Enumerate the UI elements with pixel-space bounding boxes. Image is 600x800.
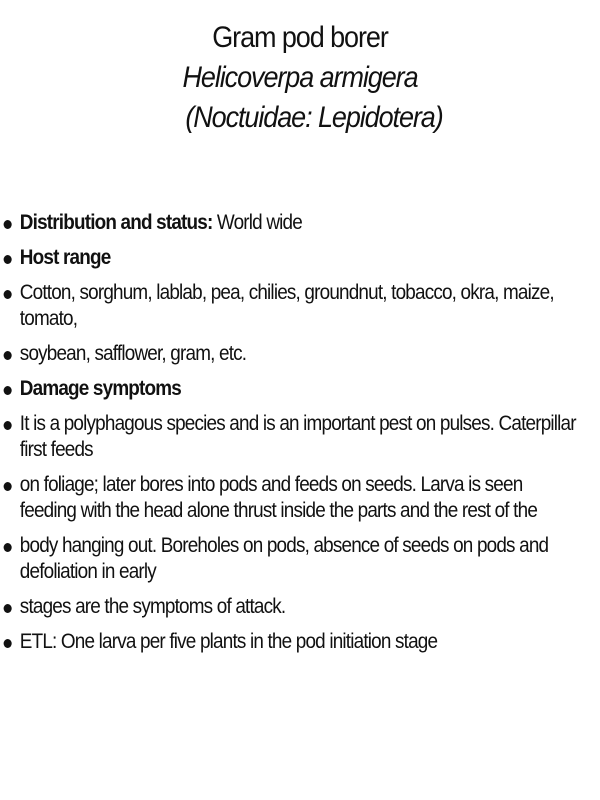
bullet-dot-icon [4, 220, 12, 229]
bullet-damage-text-4 [0, 594, 578, 620]
slide-title [0, 18, 600, 138]
bullet-dot-icon [4, 255, 12, 264]
bullet-damage-text-2 [0, 472, 578, 524]
bullet-text: World wide [212, 211, 302, 234]
bullet-text: soybean, safflower, gram, etc. [19, 342, 247, 365]
bullet-text: Cotton, sorghum, lablab, pea, chilies, groundnut, tobacco, okra, maize, tomato, [19, 281, 554, 330]
bullet-damage-text-1 [0, 411, 578, 463]
bullet-dot-icon [4, 351, 12, 360]
bullet-dot-icon [4, 482, 12, 491]
bullet-heading: Distribution and status: [19, 211, 213, 234]
bullet-text: ETL: One larva per five plants in the pod initiation stage [19, 630, 438, 653]
bullet-distribution [0, 210, 578, 236]
bullet-list [0, 210, 600, 664]
bullet-dot-icon [4, 386, 12, 395]
bullet-text: body hanging out. Boreholes on pods, absence of seeds on pods and defoliation in early [19, 534, 549, 583]
bullet-dot-icon [4, 639, 12, 648]
bullet-host-range-heading [0, 245, 578, 271]
bullet-damage-heading [0, 376, 578, 402]
family-order-title: (Noctuidae: Lepidotera) [185, 101, 443, 134]
bullet-dot-icon [4, 421, 12, 430]
bullet-dot-icon [4, 604, 12, 613]
bullet-damage-text-3 [0, 533, 578, 585]
bullet-dot-icon [4, 290, 12, 299]
bullet-text: It is a polyphagous species and is an important pest on pulses. Caterpillar first feeds [19, 412, 576, 461]
bullet-heading: Host range [19, 246, 111, 269]
bullet-text: on foliage; later bores into pods and feeds on seeds. Larva is seen feeding with the head alone thrust inside the parts and the rest of the [19, 473, 538, 522]
bullet-dot-icon [4, 543, 12, 552]
common-name-title: Gram pod borer [212, 21, 388, 54]
bullet-heading: Damage symptoms [19, 377, 181, 400]
scientific-name-title: Helicoverpa armigera [182, 61, 418, 94]
bullet-host-list [0, 280, 578, 332]
bullet-etl [0, 629, 578, 655]
bullet-host-list-continued [0, 341, 578, 367]
bullet-text: stages are the symptoms of attack. [19, 595, 286, 618]
